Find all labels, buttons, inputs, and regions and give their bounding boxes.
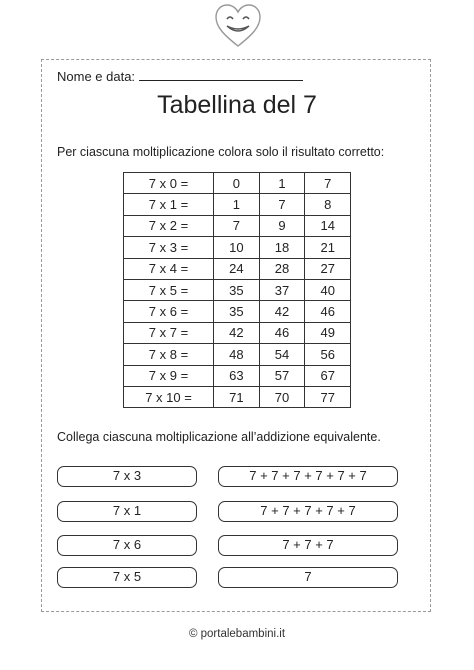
- answer-option-cell[interactable]: 7: [214, 215, 260, 236]
- answer-option-cell[interactable]: 10: [214, 237, 260, 258]
- answer-option-cell[interactable]: 7: [259, 194, 305, 215]
- answer-option-cell[interactable]: 14: [305, 215, 351, 236]
- answer-option-cell[interactable]: 48: [214, 344, 260, 365]
- copyright-footer: © portalebambini.it: [188, 628, 286, 640]
- table-row: [124, 344, 351, 365]
- multiplication-pill[interactable]: 7 x 3: [57, 466, 197, 487]
- multiplication-cell: 7 x 1 =: [124, 194, 214, 215]
- multiplication-cell: 7 x 9 =: [124, 365, 214, 386]
- multiplication-cell: 7 x 2 =: [124, 215, 214, 236]
- answer-option-cell[interactable]: 46: [259, 322, 305, 343]
- answer-option-cell[interactable]: 77: [305, 386, 351, 407]
- answer-option-cell[interactable]: 63: [214, 365, 260, 386]
- multiplication-table: [123, 172, 351, 408]
- answer-option-cell[interactable]: 37: [259, 279, 305, 300]
- name-date-blank[interactable]: [139, 69, 303, 81]
- table-row: [124, 301, 351, 322]
- multiplication-cell: 7 x 5 =: [124, 279, 214, 300]
- multiplication-cell: 7 x 8 =: [124, 344, 214, 365]
- multiplication-cell: 7 x 7 =: [124, 322, 214, 343]
- answer-option-cell[interactable]: 49: [305, 322, 351, 343]
- answer-option-cell[interactable]: 0: [214, 173, 260, 194]
- page-title: Tabellina del 7: [157, 91, 317, 119]
- answer-option-cell[interactable]: 40: [305, 279, 351, 300]
- answer-option-cell[interactable]: 67: [305, 365, 351, 386]
- answer-option-cell[interactable]: 1: [214, 194, 260, 215]
- answer-option-cell[interactable]: 18: [259, 237, 305, 258]
- multiplication-pill[interactable]: 7 x 1: [57, 501, 197, 522]
- answer-option-cell[interactable]: 1: [259, 173, 305, 194]
- answer-option-cell[interactable]: 21: [305, 237, 351, 258]
- answer-option-cell[interactable]: 28: [259, 258, 305, 279]
- name-date-label: Nome e data:: [57, 69, 136, 84]
- answer-option-cell[interactable]: 42: [214, 322, 260, 343]
- answer-option-cell[interactable]: 54: [259, 344, 305, 365]
- multiplication-cell: 7 x 10 =: [124, 386, 214, 407]
- addition-pill[interactable]: 7: [218, 567, 398, 588]
- table-row: [124, 258, 351, 279]
- table-row: [124, 215, 351, 236]
- answer-option-cell[interactable]: 24: [214, 258, 260, 279]
- answer-option-cell[interactable]: 35: [214, 301, 260, 322]
- addition-pill[interactable]: 7 + 7 + 7: [218, 535, 398, 556]
- table-row: [124, 194, 351, 215]
- exercise2-instruction: Collega ciascuna moltiplicazione all’addizione equivalente.: [57, 430, 381, 444]
- answer-option-cell[interactable]: 8: [305, 194, 351, 215]
- table-row: [124, 237, 351, 258]
- answer-option-cell[interactable]: 57: [259, 365, 305, 386]
- table-row: [124, 386, 351, 407]
- multiplication-cell: 7 x 4 =: [124, 258, 214, 279]
- table-row: [124, 322, 351, 343]
- multiplication-cell: 7 x 0 =: [124, 173, 214, 194]
- table-row: [124, 279, 351, 300]
- smiley-heart-icon: [212, 2, 264, 50]
- table-row: [124, 173, 351, 194]
- answer-option-cell[interactable]: 9: [259, 215, 305, 236]
- multiplication-cell: 7 x 6 =: [124, 301, 214, 322]
- answer-option-cell[interactable]: 71: [214, 386, 260, 407]
- multiplication-pill[interactable]: 7 x 5: [57, 567, 197, 588]
- multiplication-pill[interactable]: 7 x 6: [57, 535, 197, 556]
- answer-option-cell[interactable]: 56: [305, 344, 351, 365]
- answer-option-cell[interactable]: 42: [259, 301, 305, 322]
- addition-pill[interactable]: 7 + 7 + 7 + 7 + 7: [218, 501, 398, 522]
- answer-option-cell[interactable]: 46: [305, 301, 351, 322]
- multiplication-cell: 7 x 3 =: [124, 237, 214, 258]
- answer-option-cell[interactable]: 27: [305, 258, 351, 279]
- addition-pill[interactable]: 7 + 7 + 7 + 7 + 7 + 7: [218, 466, 398, 487]
- answer-option-cell[interactable]: 7: [305, 173, 351, 194]
- name-date-line: [57, 69, 303, 84]
- table-row: [124, 365, 351, 386]
- answer-option-cell[interactable]: 35: [214, 279, 260, 300]
- answer-option-cell[interactable]: 70: [259, 386, 305, 407]
- exercise1-instruction: Per ciascuna moltiplicazione colora solo il risultato corretto:: [57, 145, 385, 159]
